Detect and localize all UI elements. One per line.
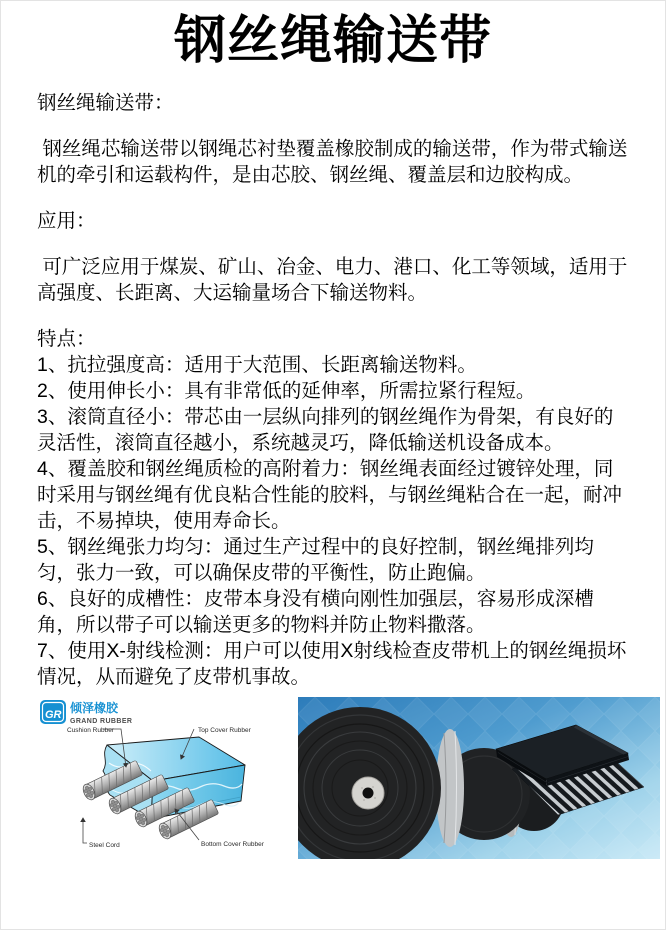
feature-item: 5、钢丝绳张力均匀：通过生产过程中的良好控制，钢丝绳排列均匀，张力一致，可以确保皮带的平衡性，防止跑偏。 — [37, 536, 594, 585]
bottom-cover-rubber-label: Bottom Cover Rubber — [201, 841, 264, 849]
body-text — [37, 90, 629, 690]
application-heading: 应用： — [37, 210, 96, 233]
application-paragraph: 可广泛应用于煤炭、矿山、冶金、电力、港口、化工等领域，适用于高强度、长距离、大运输量场合下输送物料。 — [37, 256, 628, 305]
intro-paragraph: 钢丝绳芯输送带以钢绳芯衬垫覆盖橡胶制成的输送带，作为带式输送机的牵引和运载构件，是由芯胶、钢丝绳、覆盖层和边胶构成。 — [37, 138, 628, 187]
feature-item: 1、抗拉强度高：适用于大范围、长距离输送物料。 — [37, 354, 477, 377]
cushion-rubber-label: Cushion Rubber — [67, 727, 114, 735]
logo-chinese-name: 倾泽橡胶 — [70, 701, 119, 716]
feature-item: 3、滚筒直径小：带芯由一层纵向排列的钢丝绳作为骨架，有良好的灵活性，滚筒直径越小，系统越灵巧，降低输送机设备成本。 — [37, 406, 614, 455]
feature-item: 4、覆盖胶和钢丝绳质检的高附着力：钢丝绳表面经过镀锌处理，同时采用与钢丝绳有优良粘合性能的胶料，与钢丝绳粘合在一起，耐冲击，不易掉块，使用寿命长。 — [37, 458, 623, 533]
feature-item: 6、良好的成槽性：皮带本身没有横向刚性加强层，容易形成深槽角，所以带子可以输送更多的物料并防止物料撒落。 — [37, 588, 594, 637]
logo-monogram: GR — [45, 709, 62, 722]
intro-heading: 钢丝绳输送带： — [37, 92, 174, 115]
steel-cord-label: Steel Cord — [89, 842, 120, 850]
roll-core-hole — [363, 788, 374, 799]
belt-structure-diagram — [37, 697, 293, 859]
page-title: 钢丝绳输送带 — [173, 12, 492, 70]
feature-item: 2、使用伸长小：具有非常低的延伸率，所需拉紧行程短。 — [37, 380, 536, 403]
figure-row — [37, 697, 665, 859]
features-heading: 特点： — [37, 328, 96, 351]
feature-item: 7、使用X-射线检测：用户可以使用X射线检查皮带机上的钢丝绳损坏情况，从而避免了皮带机事故。 — [37, 640, 627, 689]
conveyor-belt-photo — [298, 697, 660, 859]
top-cover-rubber-label: Top Cover Rubber — [198, 727, 251, 735]
logo-english-name: GRAND RUBBER — [70, 718, 133, 726]
